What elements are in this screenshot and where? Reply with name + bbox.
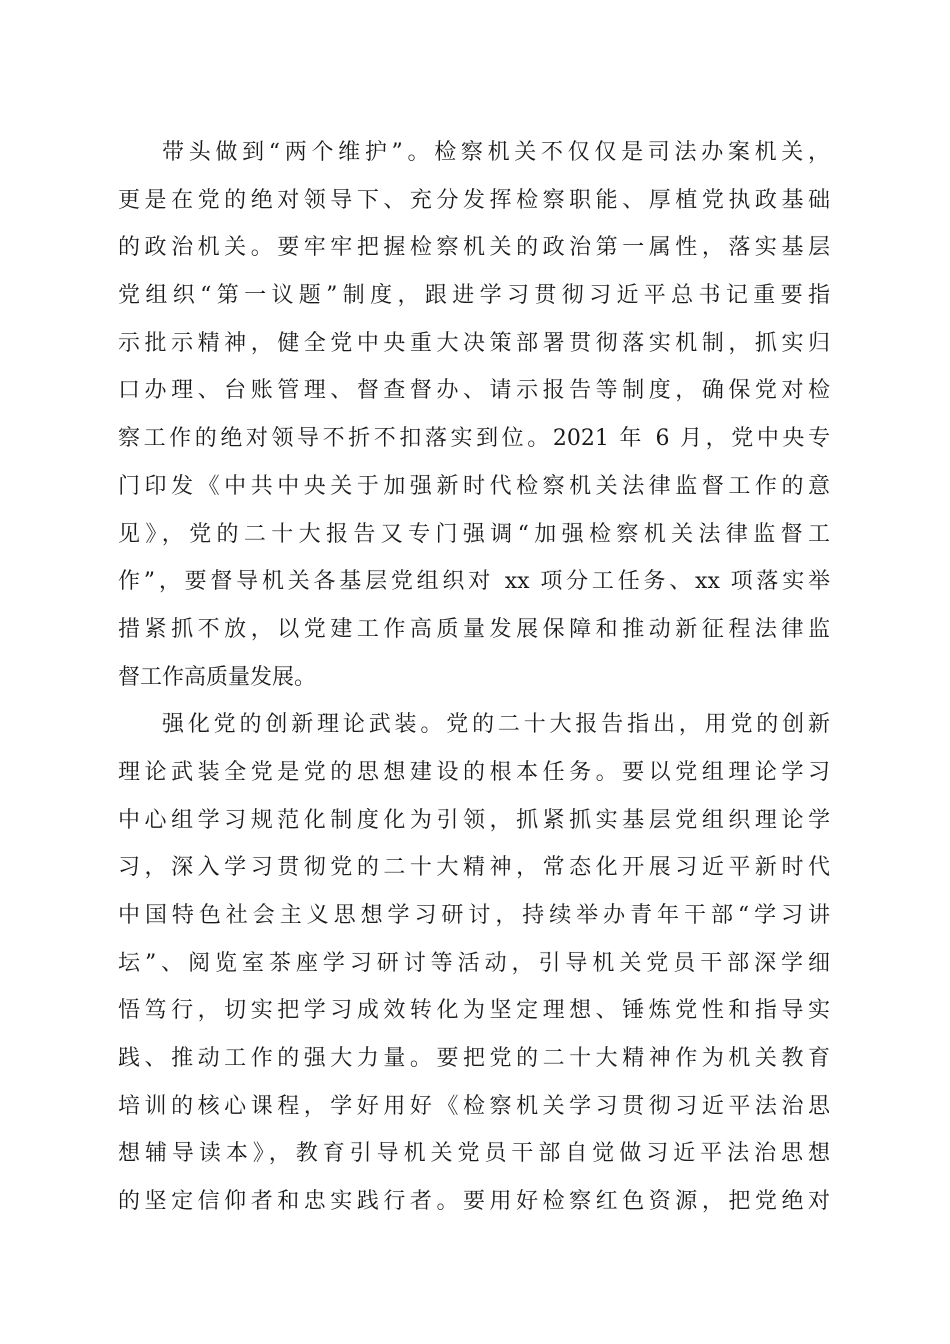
paragraph-line: 悟笃行，切实把学习成效转化为坚定理想、锤炼党性和指导实 <box>118 998 830 1024</box>
paragraph-line: 中心组学习规范化制度化为引领，抓紧抓实基层党组织理论学 <box>118 807 830 833</box>
paragraph-line: 践、推动工作的强大力量。要把党的二十大精神作为机关教育 <box>118 1046 830 1072</box>
paragraph-line: 督工作高质量发展。 <box>118 664 317 690</box>
paragraph-line: 坛”、阅览室茶座学习研讨等活动，引导机关党员干部深学细 <box>118 950 830 976</box>
paragraph-line: 的坚定信仰者和忠实践行者。要用好检察红色资源，把党绝对 <box>118 1189 830 1215</box>
paragraph-line: 中国特色社会主义思想学习研讨，持续举办青年干部“学习讲 <box>118 903 830 928</box>
paragraph-line: 口办理、台账管理、督查督办、请示报告等制度，确保党对检 <box>118 378 830 404</box>
paragraph-line: 强化党的创新理论武装。党的二十大报告指出，用党的创新 <box>162 712 830 738</box>
paragraph-line: 见》，党的二十大报告又专门强调“加强检察机关法律监督工 <box>118 521 830 547</box>
paragraph-line: 党组织“第一议题”制度，跟进学习贯彻习近平总书记重要指 <box>118 283 830 309</box>
paragraph-line: 门印发《中共中央关于加强新时代检察机关法律监督工作的意 <box>118 473 830 499</box>
paragraph-line: 想辅导读本》，教育引导机关党员干部自觉做习近平法治思想 <box>118 1141 830 1167</box>
paragraph-line: 的政治机关。要牢牢把握检察机关的政治第一属性，落实基层 <box>118 235 830 261</box>
paragraph-line: 更是在党的绝对领导下、充分发挥检察职能、厚植党执政基础 <box>118 187 830 213</box>
paragraph-line: 习，深入学习贯彻党的二十大精神，常态化开展习近平新时代 <box>118 855 830 881</box>
paragraph-line: 培训的核心课程，学好用好《检察机关学习贯彻习近平法治思 <box>118 1093 830 1119</box>
paragraph-line: 带头做到“两个维护”。检察机关不仅仅是司法办案机关， <box>162 140 830 165</box>
paragraph-line: 作”，要督导机关各基层党组织对 xx 项分工任务、xx 项落实举 <box>118 569 830 595</box>
paragraph-1 <box>118 129 830 701</box>
paragraph-line: 理论武装全党是党的思想建设的根本任务。要以党组理论学习 <box>118 759 830 785</box>
paragraph-line: 措紧抓不放，以党建工作高质量发展保障和推动新征程法律监 <box>118 616 830 642</box>
paragraph-line: 察工作的绝对领导不折不扣落实到位。2021 年 6 月，党中央专 <box>118 426 830 452</box>
paragraph-line: 示批示精神，健全党中央重大决策部署贯彻落实机制，抓实归 <box>118 330 830 356</box>
paragraph-2 <box>118 701 830 1226</box>
document-body <box>118 129 830 1226</box>
